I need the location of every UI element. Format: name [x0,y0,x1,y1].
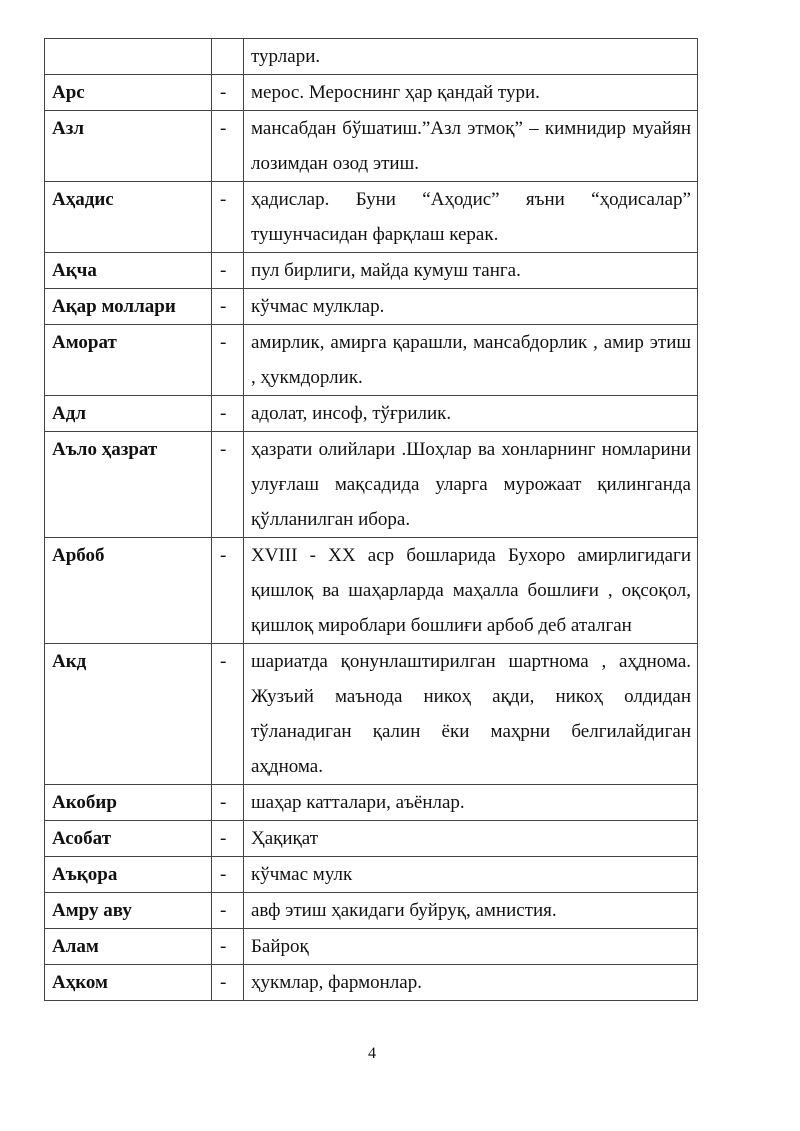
glossary-dash: - [212,893,244,929]
glossary-dash: - [212,857,244,893]
glossary-term: Аъло ҳазрат [45,432,212,538]
glossary-term: Азл [45,111,212,182]
glossary-definition: мансабдан бўшатиш.”Азл этмоқ” – кимнидир муайян лозимдан озод этиш. [244,111,698,182]
glossary-row [45,821,698,857]
glossary-term: Аҳадис [45,182,212,253]
glossary-definition: Байроқ [244,929,698,965]
glossary-dash: - [212,396,244,432]
glossary-definition: ҳадислар. Буни “Аҳодис” яъни “ҳодисалар” тушунчасидан фарқлаш керак. [244,182,698,253]
glossary-row [45,965,698,1001]
glossary-dash: - [212,432,244,538]
glossary-row [45,253,698,289]
glossary-body [45,39,698,1001]
glossary-dash: - [212,785,244,821]
glossary-row [45,289,698,325]
glossary-row [45,325,698,396]
glossary-term: Акобир [45,785,212,821]
glossary-term: Аморат [45,325,212,396]
glossary-dash: - [212,965,244,1001]
glossary-row [45,893,698,929]
glossary-dash: - [212,111,244,182]
glossary-definition: мерос. Мероснинг ҳар қандай тури. [244,75,698,111]
glossary-term [45,39,212,75]
glossary-definition: XVIII - XX аср бошларида Бухоро амирлигидаги қишлоқ ва шаҳарларда маҳалла бошлиғи , оқсоқол, қишлоқ мироблари бошлиғи арбоб деб аталган [244,538,698,644]
glossary-row [45,39,698,75]
glossary-table [44,38,698,1001]
glossary-dash: - [212,821,244,857]
glossary-definition: ҳукмлар, фармонлар. [244,965,698,1001]
glossary-row [45,785,698,821]
glossary-term: Акд [45,644,212,785]
glossary-row [45,857,698,893]
glossary-dash: - [212,289,244,325]
glossary-dash: - [212,75,244,111]
glossary-dash: - [212,929,244,965]
glossary-row [45,644,698,785]
glossary-definition: Ҳақиқат [244,821,698,857]
glossary-term: Аъқора [45,857,212,893]
glossary-row [45,396,698,432]
glossary-dash: - [212,182,244,253]
glossary-definition: амирлик, амирга қарашли, мансабдорлик , амир этиш , ҳукмдорлик. [244,325,698,396]
glossary-term: Алам [45,929,212,965]
glossary-row [45,111,698,182]
glossary-dash: - [212,644,244,785]
glossary-definition: пул бирлиги, майда кумуш танга. [244,253,698,289]
glossary-row [45,432,698,538]
glossary-definition: турлари. [244,39,698,75]
glossary-definition: шаҳар катталари, аъёнлар. [244,785,698,821]
glossary-definition: авф этиш ҳакидаги буйруқ, амнистия. [244,893,698,929]
glossary-definition: адолат, инсоф, тўғрилик. [244,396,698,432]
glossary-definition: шариатда қонунлаштирилган шартнома , аҳднома. Жузъий маънода никоҳ ақди, никоҳ олдидан тўланадиган қалин ёки маҳрни белгилайдиган аҳднома. [244,644,698,785]
glossary-term: Адл [45,396,212,432]
glossary-row [45,538,698,644]
glossary-row [45,182,698,253]
glossary-term: Арс [45,75,212,111]
glossary-definition: ҳазрати олийлари .Шоҳлар ва хонларнинг номларини улуғлаш мақсадида уларга мурожаат қилинганда қўлланилган ибора. [244,432,698,538]
glossary-term: Аҳком [45,965,212,1001]
glossary-term: Асобат [45,821,212,857]
glossary-term: Амру аву [45,893,212,929]
glossary-definition: кўчмас мулклар. [244,289,698,325]
glossary-dash: - [212,325,244,396]
glossary-row [45,75,698,111]
page-number: 4 [368,1045,376,1062]
glossary-dash [212,39,244,75]
glossary-term: Арбоб [45,538,212,644]
glossary-dash: - [212,538,244,644]
glossary-dash: - [212,253,244,289]
glossary-row [45,929,698,965]
glossary-definition: кўчмас мулк [244,857,698,893]
glossary-term: Ақча [45,253,212,289]
glossary-term: Ақар моллари [45,289,212,325]
